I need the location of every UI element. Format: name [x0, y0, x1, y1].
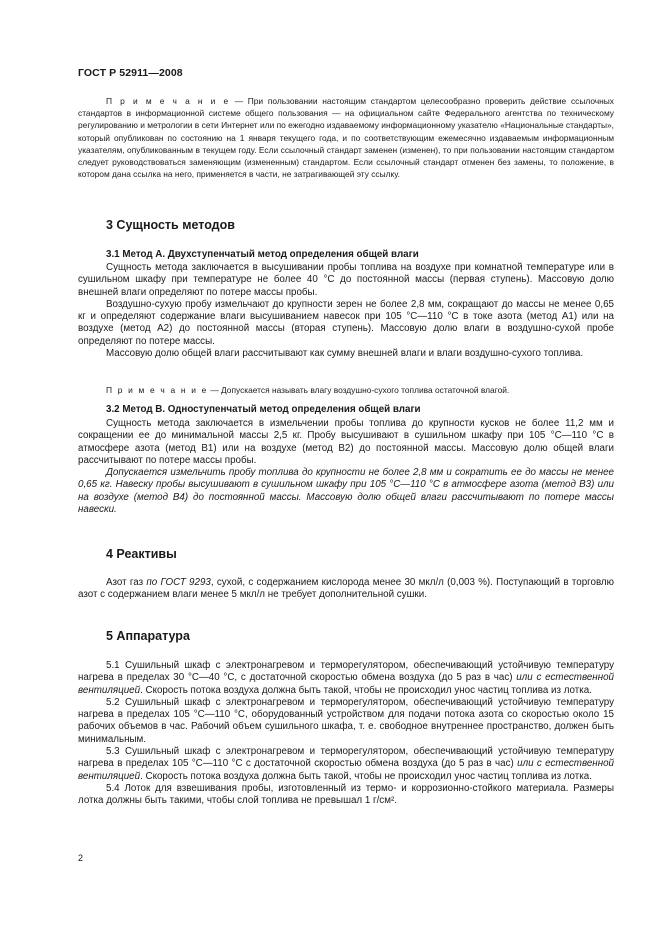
paragraph: Сущность метода заключается в измельчении пробы топлива до крупности кусков не более 11,2 мм и сокращении ее до минимальной массы 2,5 кг. Пробу высушивают в сушильном шкафу при 105 °С—110 °С в атмосфере азота (метод В1) или на воздухе (метод В2) до постоянной массы. Массовую долю общей влаги рассчитывают по потере массы пробы. [78, 418, 614, 466]
section-4-heading: 4 Реактивы [106, 547, 177, 561]
paragraph: Воздушно-сухую пробу измельчают до крупности зерен не более 2,8 мм, сокращают до массы не менее 0,65 кг и определяют содержание влаги высушиванием навесок при 105 °С—110 °С в токе азота (метод А1) или на воздухе (метод А2) до постоянной массы (вторая ступень). Массовую долю влаги в воздушно-сухой пробе определяют по потере массы. [78, 298, 614, 347]
paragraph: 5.4 Лоток для взвешивания пробы, изготовленный из термо- и коррозионно-стойкого материала. Размеры лотка должны быть такими, чтобы слой топлива не превышал 1 г/см². [78, 782, 614, 807]
text: 5.3 Сушильный шкаф с электронагревом и терморегулятором, обеспечивающий устойчивую температуру нагрева в пределах 105 °С—110 °С с достаточной скоростью обмена воздуха (до 5 раз в час) [78, 746, 614, 770]
section-3-1-body [78, 262, 614, 360]
section-4-body [78, 577, 614, 602]
paragraph: 5.2 Сушильный шкаф с электронагревом и терморегулятором, обеспечивающий устойчивую температуру нагрева в пределах 105 °С—110 °С, оборудованный устройством для подачи потока азота со скоростью около 15 рабочих объемов в час. Рабочий объем сушильного шкафа, т. е. свободное внутреннее пространство, должен быть минимальным. [78, 696, 614, 745]
section-5-body [78, 660, 614, 808]
note-label: П р и м е ч а н и е [106, 96, 230, 106]
document-header: ГОСТ Р 52911—2008 [78, 67, 183, 79]
section-5-heading: 5 Аппаратура [106, 629, 190, 643]
note-label: П р и м е ч а н и е [106, 385, 208, 395]
italic-text: или с естественной вентиляцией [78, 758, 614, 782]
paragraph: Массовую долю общей влаги рассчитывают как сумму внешней влаги и влаги воздушно-сухого топлива. [106, 348, 584, 360]
note-text: — При пользовании настоящим стандартом целесообразно проверить действие ссылочных стандартов в информационной системе общего пользования — на официальном сайте Федерального агентства по техническому регулированию и метрологии в сети Интернет или по ежегодно издаваемому информационному указателю «Национальные стандарты», который опубликован по состоянию на 1 января текущего года, и по соответствующим ежемесячно издаваемым информационным указателям, опубликованным в текущем году. Если ссылочный стандарт заменен (изменен), то при пользовании настоящим стандартом следует руководствоваться заменяющим (измененным) стандартом. Если ссылочный стандарт отменен без замены, то положение, в котором дана ссылка на него, применяется в части, не затрагивающей эту ссылку. [78, 96, 614, 180]
text: , сухой, с содержанием кислорода менее 30 мкл/л (0,003 %). Поступающий в торговлю азот с содержанием влаги менее 5 мкл/л не требует дополнительной сушки. [78, 577, 614, 601]
note-text: — Допускается называть влагу воздушно-сухого топлива остаточной влагой. [208, 385, 510, 395]
italic-text: или с естественной вентиляцией [78, 672, 614, 696]
standard-ref: по ГОСТ 9293 [146, 577, 211, 588]
section-3-1-heading: 3.1 Метод А. Двухступенчатый метод определения общей влаги [106, 249, 419, 260]
reference-note [78, 95, 614, 180]
text: . Скорость потока воздуха должна быть такой, чтобы не происходил унос частиц топлива из лотка. [140, 770, 592, 782]
text: 5.1 Сушильный шкаф с электронагревом и терморегулятором, обеспечивающий устойчивую температуру нагрева в пределах 30 °С—40 °С, с достаточной скоростью обмена воздуха (до 5 раз в час) [78, 660, 614, 684]
section-3-heading: 3 Сущность методов [106, 218, 235, 232]
section-3-2-heading: 3.2 Метод В. Одноступенчатый метод определения общей влаги [106, 404, 421, 415]
section-3-2-body [78, 418, 614, 516]
italic-paragraph: Допускается измельчить пробу топлива до крупности не более 2,8 мм и сократить ее до массы не менее 0,65 кг. Навеску пробы высушивают в сушильном шкафу при 105 °С—110 °С в атмосфере азота (метод В3) или на воздухе (метод В4) до постоянной массы. Массовую долю общей влаги рассчитывают по потере массы навески. [78, 467, 614, 516]
text: Азот газ [106, 577, 147, 588]
paragraph: Сущность метода заключается в высушивании пробы топлива на воздухе при комнатной температуре или в сушильном шкафу при температуре не более 40 °С до постоянной массы (первая ступень). Массовую долю внешней влаги определяют по потере массы пробы. [78, 262, 614, 298]
page-number: 2 [78, 853, 84, 863]
section-3-note [78, 384, 614, 396]
text: . Скорость потока воздуха должна быть такой, чтобы не происходил унос частиц топлива из лотка. [140, 684, 592, 696]
